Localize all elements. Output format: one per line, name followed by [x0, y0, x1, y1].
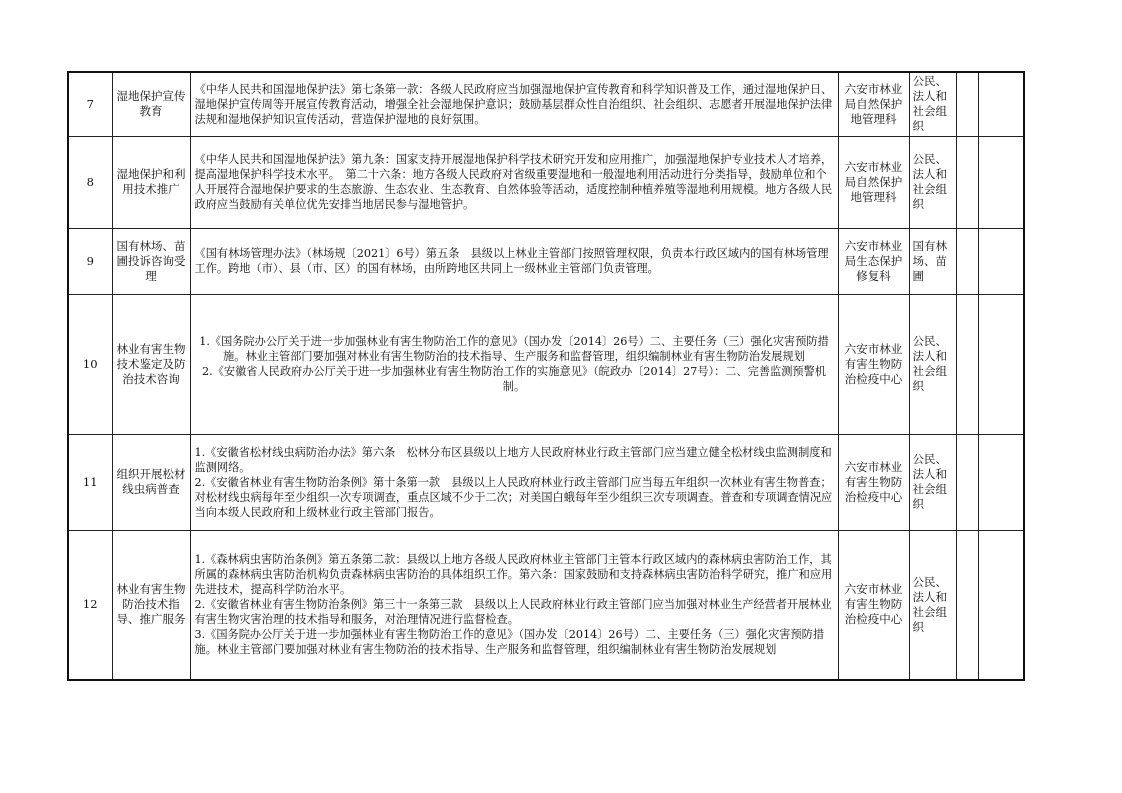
empty-cell-1	[956, 294, 978, 434]
empty-cell-2	[978, 72, 1024, 136]
legal-basis-paragraph: 《国有林场管理办法》（林场规〔2021〕6号）第五条 县级以上林业主管部门按照管理权限，负责本行政区域内的国有林场管理工作。跨地（市）、县（市、区）的国有林场，由所跨地区共同上一级林业主管部门负责管理。	[194, 247, 829, 275]
legal-basis	[190, 72, 838, 136]
empty-cell-1	[956, 72, 978, 136]
service-name: 林业有害生物防治技术指导、推广服务	[112, 530, 190, 680]
table-row	[68, 434, 1024, 530]
service-name: 组织开展松材线虫病普查	[112, 434, 190, 530]
service-object: 公民、法人和社会组织	[909, 136, 956, 228]
row-number: 7	[68, 72, 112, 136]
service-name: 湿地保护和利用技术推广	[112, 136, 190, 228]
responsible-department: 六安市林业局自然保护地管理科	[838, 136, 909, 228]
service-object: 公民、法人和社会组织	[909, 434, 956, 530]
table-row	[68, 294, 1024, 434]
service-name: 林业有害生物技术鉴定及防治技术咨询	[112, 294, 190, 434]
legal-basis	[190, 530, 838, 680]
responsible-department: 六安市林业有害生物防治检疫中心	[838, 530, 909, 680]
row-number: 10	[68, 294, 112, 434]
legal-basis-paragraph: 1.《森林病虫害防治条例》第五条第二款：县级以上地方各级人民政府林业主管部门主管本行政区域内的森林病虫害防治工作，其所属的森林病虫害防治机构负责森林病虫害防治的具体组织工作。第六条：国家鼓励和支持森林病虫害防治科学研究，推广和应用先进技术，提高科学防治水平。	[194, 553, 833, 597]
empty-cell-2	[978, 530, 1024, 680]
legal-basis-paragraph: 2.《安徽省人民政府办公厅关于进一步加强林业有害生物防治工作的实施意见》（皖政办〔2014〕27号）：二、完善监测预警机制。	[202, 365, 826, 393]
table-body	[68, 72, 1024, 680]
empty-cell-2	[978, 228, 1024, 294]
row-number: 11	[68, 434, 112, 530]
table-row	[68, 72, 1024, 136]
legal-basis-paragraph: 2.《安徽省林业有害生物防治条例》第十条第一款 县级以上人民政府林业行政主管部门应当每五年组织一次林业有害生物普查；对松材线虫病每年至少组织一次专项调查，重点区域不少于二次；对美国白蛾每年至少组织三次专项调查。普查和专项调查情况应当向本级人民政府和上级林业行政主管部门报告。	[194, 475, 833, 519]
table-row	[68, 228, 1024, 294]
table-row	[68, 530, 1024, 680]
service-name: 湿地保护宣传教育	[112, 72, 190, 136]
service-object: 公民、法人和社会组织	[909, 530, 956, 680]
responsible-department: 六安市林业有害生物防治检疫中心	[838, 434, 909, 530]
legal-basis-paragraph: 2.《安徽省林业有害生物防治条例》第三十一条第三款 县级以上人民政府林业行政主管部门应当加强对林业生产经营者开展林业有害生物灾害治理的技术指导和服务，对治理情况进行监督检查。	[194, 598, 832, 627]
empty-cell-1	[956, 136, 978, 228]
empty-cell-2	[978, 136, 1024, 228]
legal-basis	[190, 294, 838, 434]
empty-cell-1	[956, 530, 978, 680]
legal-basis-paragraph: 1.《国务院办公厅关于进一步加强林业有害生物防治工作的意见》（国办发〔2014〕26号）二、主要任务（三）强化灾害预防措施。林业主管部门要加强对林业有害生物防治的技术指导、生产服务和监督管理，组织编制林业有害生物防治发展规划	[199, 335, 829, 363]
service-object: 国有林场、苗圃	[909, 228, 956, 294]
responsible-department: 六安市林业局自然保护地管理科	[838, 72, 909, 136]
empty-cell-1	[956, 228, 978, 294]
empty-cell-2	[978, 294, 1024, 434]
legal-basis	[190, 434, 838, 530]
responsible-department: 六安市林业有害生物防治检疫中心	[838, 294, 909, 434]
row-number: 8	[68, 136, 112, 228]
legal-basis	[190, 228, 838, 294]
services-table	[67, 71, 1025, 681]
legal-basis	[190, 136, 838, 228]
legal-basis-paragraph: 3.《国务院办公厅关于进一步加强林业有害生物防治工作的意见》（国办发〔2014〕26号）二、主要任务（三）强化灾害预防措施。林业主管部门要加强对林业有害生物防治的技术指导、生产服务和监督管理，组织编制林业有害生物防治发展规划	[194, 628, 825, 657]
row-number: 12	[68, 530, 112, 680]
legal-basis-paragraph: 《中华人民共和国湿地保护法》第七条第一款：各级人民政府应当加强湿地保护宣传教育和科学知识普及工作，通过湿地保护日、湿地保护宣传周等开展宣传教育活动，增强全社会湿地保护意识；鼓励基层群众性自治组织、社会组织、志愿者开展湿地保护法律法规和湿地保护知识宣传活动，营造保护湿地的良好氛围。	[194, 82, 833, 126]
service-object: 公民、法人和社会组织	[909, 294, 956, 434]
legal-basis-paragraph: 1.《安徽省松材线虫病防治办法》第六条 松林分布区县级以上地方人民政府林业行政主管部门应当建立健全松材线虫监测制度和监测网络。	[194, 445, 832, 474]
table-row	[68, 136, 1024, 228]
row-number: 9	[68, 228, 112, 294]
empty-cell-1	[956, 434, 978, 530]
service-object: 公民、法人和社会组织	[909, 72, 956, 136]
service-name: 国有林场、苗圃投诉咨询受理	[112, 228, 190, 294]
responsible-department: 六安市林业局生态保护修复科	[838, 228, 909, 294]
legal-basis-paragraph: 《中华人民共和国湿地保护法》第九条：国家支持开展湿地保护科学技术研究开发和应用推广，加强湿地保护专业技术人才培养，提高湿地保护科学技术水平。 第二十六条：地方各级人民政府对省级重要湿地和一般湿地利用活动进行分类指导，鼓励单位和个人开展符合湿地保护要求的生态旅游、生态农业、生态教育、自然体验等活动，适度控制种植养殖等湿地利用规模。地方各级人民政府应当鼓励有关单位优先安排当地居民参与湿地管护。	[194, 153, 833, 211]
empty-cell-2	[978, 434, 1024, 530]
